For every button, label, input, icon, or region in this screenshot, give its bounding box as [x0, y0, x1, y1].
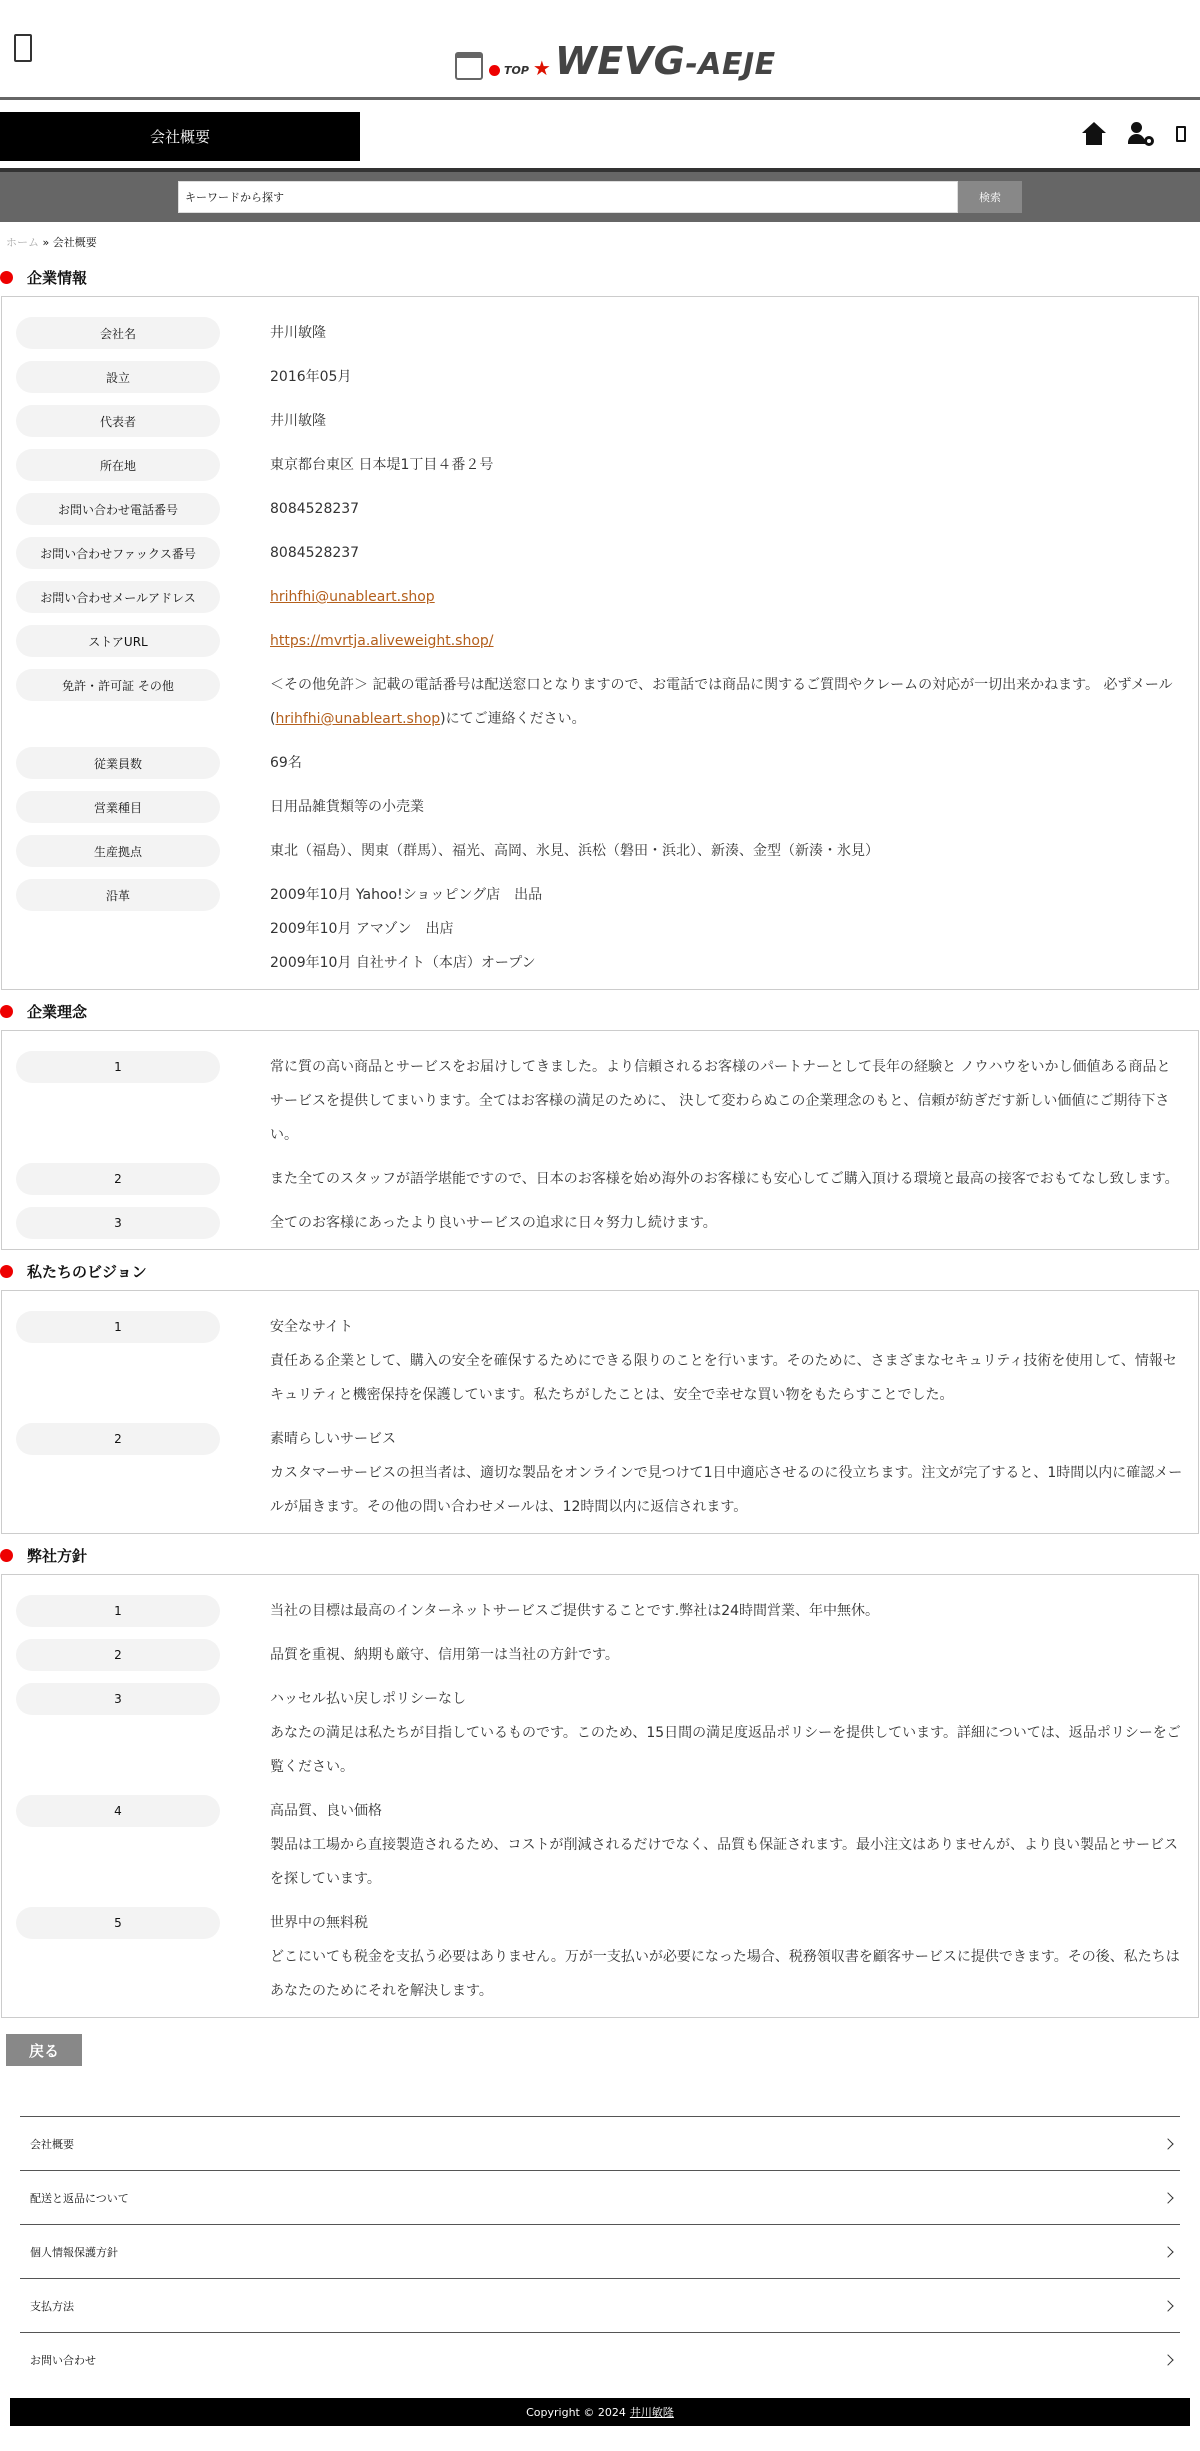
section-heading: 弊社方針 — [27, 1546, 88, 1565]
row-value: 井川敏隆 — [270, 325, 326, 341]
red-dot-icon — [0, 271, 13, 284]
footer-link-label: 個人情報保護方針 — [30, 2245, 118, 2259]
row-text: カスタマーサービスの担当者は、適切な製品をオンラインで見つけて1日中適応させるのに役立ちます。注文が完了すると、1時間以内に確認メールが届きます。その他の問い合わせメールは、12時間以内に返信されます。 — [270, 1465, 1183, 1515]
row-label: 代表者 — [16, 405, 220, 437]
row-value: 当社の目標は最高のインターネットサービスご提供することです.弊社は24時間営業、年中無休。 — [270, 1603, 880, 1619]
section-heading: 私たちのビジョン — [27, 1262, 147, 1281]
table-row — [2, 395, 1198, 439]
breadcrumb-separator: » — [42, 236, 50, 249]
row-text: あなたの満足は私たちが目指しているものです。このため、15日間の満足度返品ポリシーを提供しています。詳細については、返品ポリシーをご覧ください。 — [270, 1725, 1181, 1775]
copyright-bar — [10, 2398, 1190, 2426]
table-row — [2, 1301, 1198, 1413]
row-value: 8084528237 — [270, 501, 360, 517]
row-value — [270, 1301, 1198, 1413]
section-heading: 企業理念 — [27, 1002, 88, 1021]
table-row — [2, 439, 1198, 483]
row-value: 常に質の高い商品とサービスをお届けしてきました。より信頼されるお客様のパートナーとして長年の経験と ノウハウをいかし価値ある商品とサービスを提供してまいります。全てはお客様の満足のために、 決して変わらぬこの企業理念のもと、信頼が紡ぎだす新しい価値にご期待下さい。 — [270, 1059, 1171, 1143]
vision-table — [1, 1290, 1199, 1534]
row-value: 品質を重視、納期も厳守、信用第一は当社の方針です。 — [270, 1647, 619, 1663]
table-row — [2, 1413, 1198, 1525]
row-label: お問い合わせメールアドレス — [16, 581, 220, 613]
row-label: 生産拠点 — [16, 835, 220, 867]
row-value: 2016年05月 — [270, 369, 352, 385]
row-heading: ハッセル払い戻しポリシーなし — [270, 1691, 466, 1707]
table-row — [2, 825, 1198, 869]
red-dot-icon — [0, 1549, 13, 1562]
footer-link-label: お問い合わせ — [30, 2353, 96, 2367]
chevron-right-icon — [1162, 2192, 1173, 2203]
red-dot-icon — [489, 65, 500, 76]
table-row — [2, 307, 1198, 351]
user-settings-icon[interactable] — [1128, 122, 1154, 146]
row-text: 責任ある企業として、購入の安全を確保するためにできる限りのことを行います。そのために、さまざまなセキュリティ技術を使用して、情報セキュリティと機密保持を保護しています。私たちがしたことは、安全で幸せな買い物をもたらすことでした。 — [270, 1353, 1177, 1403]
row-label: 1 — [16, 1595, 220, 1627]
row-label: 2 — [16, 1163, 220, 1195]
row-label: 2 — [16, 1423, 220, 1455]
row-value — [270, 1785, 1198, 1897]
chevron-right-icon — [1162, 2246, 1173, 2257]
logo-text: WEVG-AEJE — [554, 39, 776, 83]
search-button[interactable]: 検索 — [958, 181, 1022, 213]
table-row — [2, 1197, 1198, 1241]
search-bar — [0, 172, 1200, 222]
row-label: ストアURL — [16, 625, 220, 657]
table-row — [2, 1629, 1198, 1673]
history-line: 2009年10月 Yahoo!ショッピング店 出品 — [270, 887, 543, 903]
row-label: 営業種目 — [16, 791, 220, 823]
section-heading: 企業情報 — [27, 268, 88, 287]
row-value: 69名 — [270, 755, 302, 771]
row-heading: 安全なサイト — [270, 1319, 354, 1335]
license-text-after: )にてご連絡ください。 — [440, 711, 586, 727]
row-label: 1 — [16, 1311, 220, 1343]
row-value — [270, 1673, 1198, 1785]
table-row — [2, 615, 1198, 659]
breadcrumb-home[interactable]: ホーム — [6, 236, 39, 249]
table-row — [2, 659, 1198, 737]
table-row — [2, 1785, 1198, 1897]
row-label: お問い合わせファックス番号 — [16, 537, 220, 569]
breadcrumb-current: 会社概要 — [52, 236, 97, 249]
home-icon[interactable] — [1082, 122, 1106, 146]
row-label: 3 — [16, 1683, 220, 1715]
row-label: 沿革 — [16, 879, 220, 911]
chevron-right-icon — [1162, 2354, 1173, 2365]
footer-link-label: 配送と返品について — [30, 2191, 129, 2205]
footer-link-privacy[interactable] — [20, 2224, 1180, 2278]
table-row — [2, 1673, 1198, 1785]
shop-icon — [455, 52, 483, 80]
table-row — [2, 1041, 1198, 1153]
row-label: 所在地 — [16, 449, 220, 481]
footer-link-company[interactable] — [20, 2116, 1180, 2170]
section-title-company-info — [0, 256, 1200, 296]
row-value — [270, 1897, 1198, 2009]
row-heading: 高品質、良い価格 — [270, 1803, 382, 1819]
footer-link-label: 会社概要 — [30, 2137, 74, 2151]
section-title-vision — [0, 1250, 1200, 1290]
footer-link-shipping[interactable] — [20, 2170, 1180, 2224]
store-url-link[interactable]: https://mvrtja.aliveweight.shop/ — [270, 633, 494, 649]
license-text-before: ＜その他免許＞ 記載の電話番号は配送窓口となりますので、お電話では商品に関するご質問やクレームの対応が一切出来かねます。 必ずメール( — [270, 677, 1173, 727]
email-link[interactable]: hrihfhi@unableart.shop — [275, 711, 441, 727]
cart-icon[interactable] — [1176, 126, 1186, 142]
row-text: 製品は工場から直接製造されるため、コストが削減されるだけでなく、品質も保証されます。最小注文はありませんが、より良い製品とサービスを探しています。 — [270, 1837, 1179, 1887]
row-value: また全てのスタッフが語学堪能ですので、日本のお客様を始め海外のお客様にも安心してご購入頂ける環境と最高の接客でおもてなし致します。 — [270, 1171, 1179, 1187]
table-row — [2, 527, 1198, 571]
row-label: 1 — [16, 1051, 220, 1083]
email-link[interactable]: hrihfhi@unableart.shop — [270, 589, 435, 605]
history-line: 2009年10月 アマゾン 出店 — [270, 921, 454, 937]
table-row — [2, 869, 1198, 981]
row-value — [270, 571, 1198, 615]
row-value — [270, 1413, 1198, 1525]
row-heading: 世界中の無料税 — [270, 1915, 368, 1931]
section-title-philosophy — [0, 990, 1200, 1030]
row-label: 4 — [16, 1795, 220, 1827]
nav-icons — [1082, 122, 1186, 146]
row-label: 5 — [16, 1907, 220, 1939]
footer-links — [20, 2116, 1180, 2386]
copyright-name-link[interactable]: 井川敏隆 — [629, 2406, 674, 2419]
policy-table — [1, 1574, 1199, 2018]
search-input[interactable] — [178, 181, 958, 213]
row-value: 東北（福島）、関東（群馬）、福光、高岡、氷見、浜松（磐田・浜北）、新湊、金型（新湊・氷見） — [270, 843, 879, 859]
row-label: 2 — [16, 1639, 220, 1671]
back-button[interactable]: 戻る — [6, 2034, 82, 2066]
section-title-policy — [0, 1534, 1200, 1574]
table-row — [2, 781, 1198, 825]
row-label: 従業員数 — [16, 747, 220, 779]
footer-link-payment[interactable] — [20, 2278, 1180, 2332]
row-value: 日用品雑貨類等の小売業 — [270, 799, 424, 815]
row-label: お問い合わせ電話番号 — [16, 493, 220, 525]
row-value: 8084528237 — [270, 545, 360, 561]
row-label: 会社名 — [16, 317, 220, 349]
table-row — [2, 737, 1198, 781]
site-header — [0, 0, 1200, 100]
row-label: 3 — [16, 1207, 220, 1239]
chevron-right-icon — [1162, 2300, 1173, 2311]
row-value — [270, 615, 1198, 659]
row-text: どこにいても税金を支払う必要はありません。万が一支払いが必要になった場合、税務領収書を顧客サービスに提供できます。その後、私たちはあなたのためにそれを解決します。 — [270, 1949, 1180, 1999]
copyright-text: Copyright © 2024 — [526, 2405, 626, 2419]
red-dot-icon — [0, 1005, 13, 1018]
menu-icon[interactable] — [14, 34, 32, 62]
red-dot-icon — [0, 1265, 13, 1278]
footer-link-label: 支払方法 — [30, 2299, 74, 2313]
star-icon: ★ — [532, 56, 551, 80]
footer-link-contact[interactable] — [20, 2332, 1180, 2386]
nav-item-company[interactable]: 会社概要 — [0, 112, 360, 161]
table-row — [2, 1585, 1198, 1629]
nav-bar — [0, 100, 1200, 172]
table-row — [2, 1153, 1198, 1197]
table-row — [2, 351, 1198, 395]
row-value — [270, 869, 1198, 981]
row-value — [270, 659, 1198, 737]
logo-top-label: TOP — [504, 64, 529, 77]
table-row — [2, 571, 1198, 615]
history-line: 2009年10月 自社サイト（本店）オープン — [270, 955, 536, 971]
philosophy-table — [1, 1030, 1199, 1250]
row-value: 全てのお客様にあったより良いサービスの追求に日々努力し続けます。 — [270, 1215, 717, 1231]
row-value: 東京都台東区 日本堤1丁目４番２号 — [270, 457, 494, 473]
table-row — [2, 483, 1198, 527]
row-value: 井川敏隆 — [270, 413, 326, 429]
row-label: 設立 — [16, 361, 220, 393]
table-row — [2, 1897, 1198, 2009]
site-logo[interactable] — [455, 38, 776, 83]
chevron-right-icon — [1162, 2138, 1173, 2149]
company-info-table — [1, 296, 1199, 990]
row-heading: 素晴らしいサービス — [270, 1431, 396, 1447]
row-label: 免許・許可証 その他 — [16, 669, 220, 701]
breadcrumb — [0, 222, 1200, 256]
